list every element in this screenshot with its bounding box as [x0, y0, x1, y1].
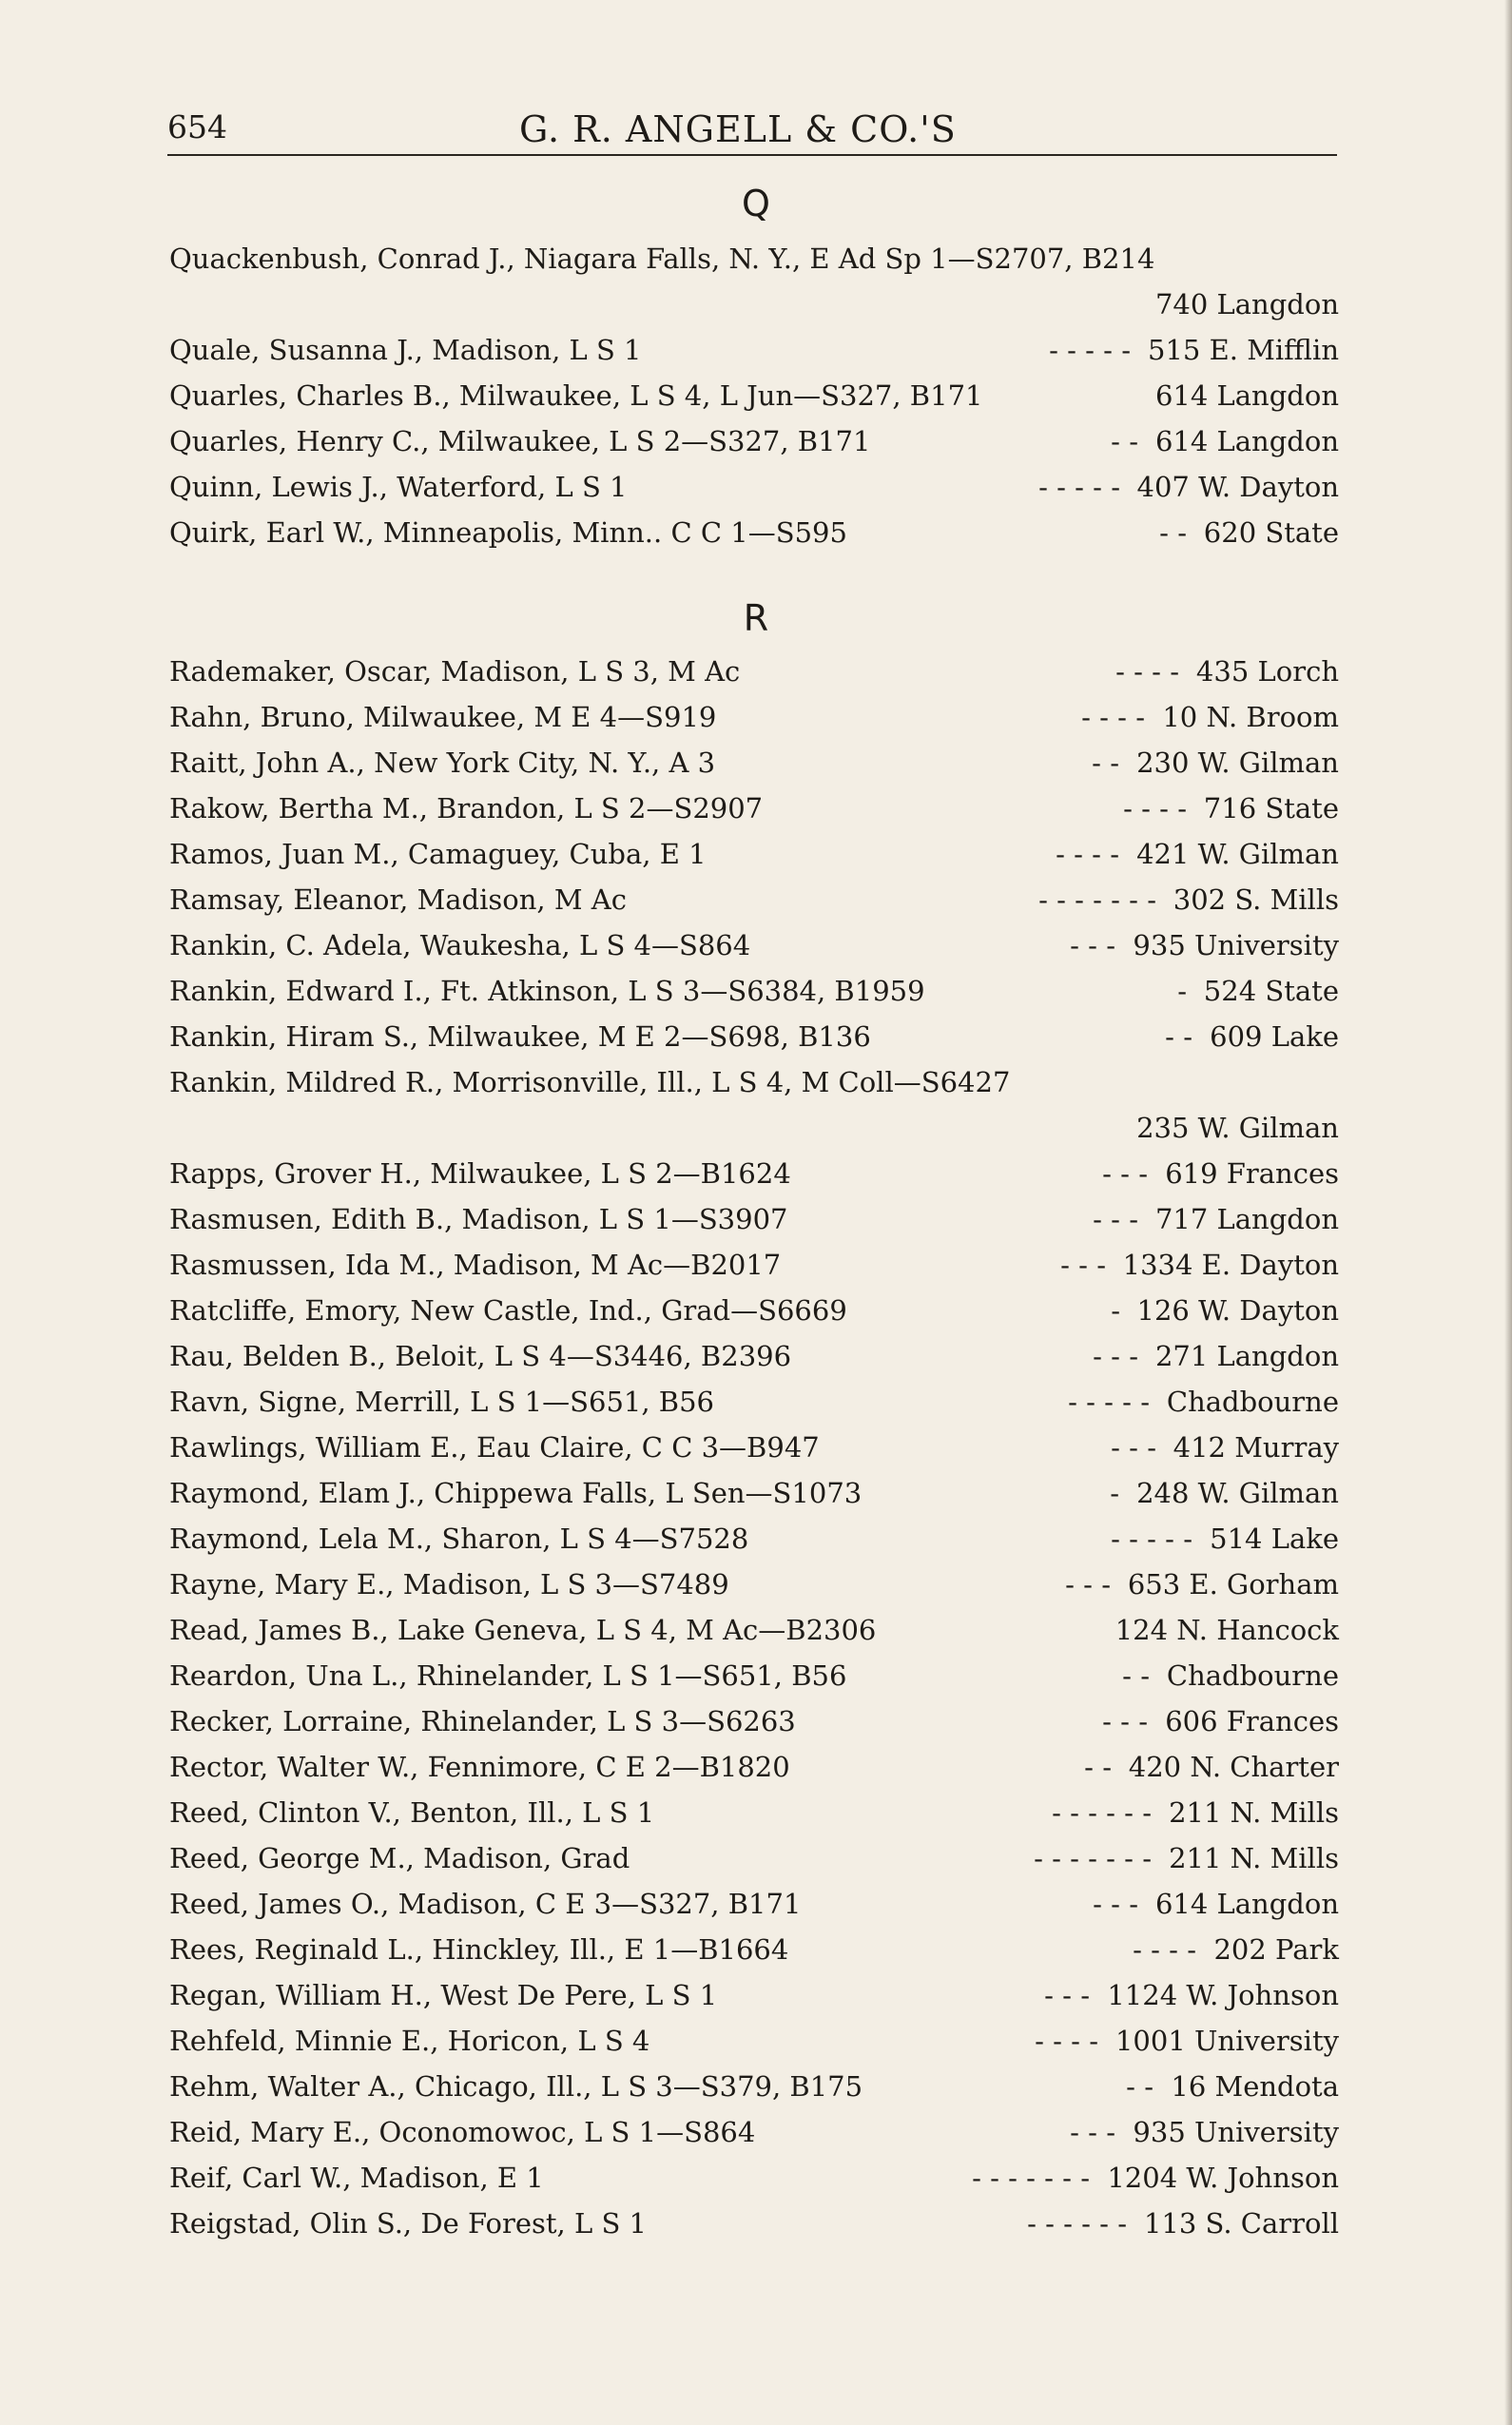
entry-address: 202 Park	[1213, 1933, 1339, 1966]
entry-address: 614 Langdon	[1154, 379, 1339, 412]
entry-leader-dashes: -	[1177, 975, 1187, 1007]
directory-entry	[169, 1291, 1339, 1329]
entry-leader-dashes: - - -	[1093, 1340, 1138, 1372]
entry-address: 302 S. Mills	[1173, 883, 1339, 916]
entry-leader-dashes: - - - - - - -	[1034, 1842, 1152, 1874]
directory-entry	[169, 1018, 1339, 1056]
directory-entry-continuation	[169, 1109, 1339, 1147]
entry-text: Quackenbush, Conrad J., Niagara Falls, N. Y., E Ad Sp 1—S2707, B214	[169, 242, 1155, 275]
entry-address: 124 N. Hancock	[1115, 1614, 1339, 1646]
entry-address: 609 Lake	[1210, 1020, 1339, 1053]
entry-address: 935 University	[1133, 2116, 1339, 2148]
entry-text: Rasmussen, Ida M., Madison, M Ac—B2017	[169, 1249, 782, 1281]
entry-address: 435 Lorch	[1195, 655, 1339, 688]
directory-entry	[169, 1474, 1339, 1512]
entry-text: Rakow, Bertha M., Brandon, L S 2—S2907	[169, 792, 764, 824]
entry-text: Ratcliffe, Emory, New Castle, Ind., Grad—S6669	[169, 1294, 847, 1327]
entry-leader-dashes: - -	[1122, 1659, 1150, 1692]
directory-entry	[169, 1200, 1339, 1238]
entry-text: Recker, Lorraine, Rhinelander, L S 3—S6263	[169, 1705, 796, 1737]
entry-leader-dashes: - - -	[1102, 1705, 1148, 1737]
entry-leader-dashes: - - - -	[1035, 2025, 1098, 2057]
directory-entry	[169, 377, 1339, 415]
entry-leader-dashes: - - - -	[1056, 838, 1119, 870]
entry-address: 113 S. Carroll	[1143, 2207, 1339, 2240]
entry-leader-dashes: - - - - -	[1049, 334, 1131, 366]
directory-entry	[169, 835, 1339, 873]
directory-entry	[169, 2204, 1339, 2242]
entry-address: 230 W. Gilman	[1136, 747, 1339, 779]
directory-entry	[169, 1702, 1339, 1740]
entry-address: 16 Mendota	[1171, 2070, 1339, 2103]
directory-entry	[169, 1885, 1339, 1923]
entry-address: 614 Langdon	[1154, 425, 1339, 457]
entry-address: 717 Langdon	[1154, 1203, 1339, 1235]
section-letter-q: Q	[742, 183, 770, 224]
entry-address: 620 State	[1203, 516, 1339, 549]
entry-address: 740 Langdon	[1154, 288, 1339, 320]
entry-leader-dashes: - - - - - -	[1027, 2207, 1127, 2240]
directory-entry	[169, 881, 1339, 919]
entry-leader-dashes: - - - - -	[1111, 1523, 1192, 1555]
entry-leader-dashes: - -	[1092, 747, 1119, 779]
entry-leader-dashes: - - -	[1093, 1203, 1138, 1235]
directory-entry-continuation	[169, 285, 1339, 323]
entry-text: Reid, Mary E., Oconomowoc, L S 1—S864	[169, 2116, 756, 2148]
entry-text: Raitt, John A., New York City, N. Y., A 3	[169, 747, 716, 779]
entry-text: Rankin, C. Adela, Waukesha, L S 4—S864	[169, 929, 751, 961]
directory-entry	[169, 1657, 1339, 1695]
entry-text: Rector, Walter W., Fennimore, C E 2—B1820	[169, 1751, 790, 1783]
entry-text: Reed, Clinton V., Benton, Ill., L S 1	[169, 1796, 655, 1829]
directory-entry	[169, 926, 1339, 964]
directory-entry	[169, 1611, 1339, 1649]
entry-leader-dashes: - - -	[1111, 1431, 1156, 1464]
entry-leader-dashes: - - -	[1065, 1568, 1111, 1600]
entry-leader-dashes: - - - -	[1115, 655, 1179, 688]
directory-entry	[169, 1748, 1339, 1786]
entry-address: 235 W. Gilman	[1136, 1112, 1339, 1144]
entry-address: 211 N. Mills	[1169, 1796, 1339, 1829]
directory-entry	[169, 972, 1339, 1010]
entry-address: 653 E. Gorham	[1127, 1568, 1339, 1600]
directory-entry	[169, 468, 1339, 506]
entry-address: 524 State	[1203, 975, 1339, 1007]
directory-entry	[169, 1154, 1339, 1193]
directory-entry	[169, 1383, 1339, 1421]
entry-text: Rankin, Edward I., Ft. Atkinson, L S 3—S6384, B1959	[169, 975, 925, 1007]
entry-text: Rehm, Walter A., Chicago, Ill., L S 3—S379, B175	[169, 2070, 863, 2103]
directory-entry	[169, 1839, 1339, 1877]
entry-address: 515 E. Mifflin	[1148, 334, 1339, 366]
header-rule	[167, 154, 1337, 156]
directory-entry	[169, 422, 1339, 460]
directory-entry	[169, 1520, 1339, 1558]
entry-text: Rademaker, Oscar, Madison, L S 3, M Ac	[169, 655, 741, 688]
entry-leader-dashes: - - -	[1044, 1979, 1090, 2011]
entry-leader-dashes: - - -	[1060, 1249, 1106, 1281]
entry-address: 606 Frances	[1165, 1705, 1339, 1737]
entry-leader-dashes: - - - - -	[1068, 1386, 1150, 1418]
directory-entry	[169, 1565, 1339, 1603]
entry-leader-dashes: - - -	[1093, 1888, 1138, 1920]
entry-address: 619 Frances	[1165, 1157, 1339, 1190]
directory-entry	[169, 2022, 1339, 2060]
entry-leader-dashes: -	[1111, 1294, 1120, 1327]
entry-text: Quirk, Earl W., Minneapolis, Minn.. C C 1—S595	[169, 516, 847, 549]
entry-address: 1124 W. Johnson	[1107, 1979, 1339, 2011]
entry-text: Rees, Reginald L., Hinckley, Ill., E 1—B1664	[169, 1933, 789, 1966]
entry-address: 10 N. Broom	[1162, 701, 1339, 733]
entry-text: Raymond, Lela M., Sharon, L S 4—S7528	[169, 1523, 749, 1555]
entry-address: 421 W. Gilman	[1136, 838, 1339, 870]
entry-text: Rankin, Hiram S., Milwaukee, M E 2—S698, B136	[169, 1020, 871, 1053]
entry-address: 407 W. Dayton	[1136, 471, 1339, 503]
directory-entry	[169, 331, 1339, 369]
entry-text: Rapps, Grover H., Milwaukee, L S 2—B1624	[169, 1157, 791, 1190]
page-edge-shadow	[1504, 0, 1512, 2425]
entry-address: 614 Langdon	[1154, 1888, 1339, 1920]
entry-address: Chadbourne	[1166, 1386, 1339, 1418]
entry-text: Reardon, Una L., Rhinelander, L S 1—S651, B56	[169, 1659, 847, 1692]
entry-text: Rehfeld, Minnie E., Horicon, L S 4	[169, 2025, 650, 2057]
entry-leader-dashes: - -	[1111, 425, 1138, 457]
entry-leader-dashes: - -	[1159, 516, 1187, 549]
directory-entry	[169, 1976, 1339, 2014]
entry-address: 211 N. Mills	[1169, 1842, 1339, 1874]
entry-text: Quarles, Henry C., Milwaukee, L S 2—S327, B171	[169, 425, 871, 457]
page-number: 654	[167, 108, 227, 146]
entry-text: Rankin, Mildred R., Morrisonville, Ill., L S 4, M Coll—S6427	[169, 1066, 1011, 1098]
entry-address: 126 W. Dayton	[1136, 1294, 1339, 1327]
entry-text: Ramsay, Eleanor, Madison, M Ac	[169, 883, 627, 916]
entry-leader-dashes: - - -	[1102, 1157, 1148, 1190]
running-head	[167, 91, 1337, 150]
entry-text: Reed, George M., Madison, Grad	[169, 1842, 630, 1874]
page-title: G. R. ANGELL & CO.'S	[519, 108, 957, 150]
directory-entry	[169, 789, 1339, 827]
directory-entry	[169, 240, 1339, 278]
entry-address: 935 University	[1133, 929, 1339, 961]
directory-entry	[169, 744, 1339, 782]
entry-text: Ravn, Signe, Merrill, L S 1—S651, B56	[169, 1386, 714, 1418]
directory-entry	[169, 514, 1339, 552]
entry-text: Rahn, Bruno, Milwaukee, M E 4—S919	[169, 701, 717, 733]
entry-text: Rayne, Mary E., Madison, L S 3—S7489	[169, 1568, 729, 1600]
entry-leader-dashes: - - - - - - -	[1038, 883, 1156, 916]
directory-entry	[169, 698, 1339, 736]
entry-text: Read, James B., Lake Geneva, L S 4, M Ac—B2306	[169, 1614, 877, 1646]
entry-address: 514 Lake	[1210, 1523, 1339, 1555]
entry-text: Raymond, Elam J., Chippewa Falls, L Sen—S1073	[169, 1477, 863, 1509]
entry-leader-dashes: - - - - -	[1038, 471, 1120, 503]
entry-leader-dashes: - - - -	[1123, 792, 1187, 824]
entry-text: Regan, William H., West De Pere, L S 1	[169, 1979, 718, 2011]
directory-entry	[169, 1337, 1339, 1375]
entry-leader-dashes: - - - -	[1081, 701, 1145, 733]
directory-entry	[169, 2113, 1339, 2151]
entry-text: Rasmusen, Edith B., Madison, L S 1—S3907	[169, 1203, 788, 1235]
entry-text: Quale, Susanna J., Madison, L S 1	[169, 334, 642, 366]
entry-text: Quarles, Charles B., Milwaukee, L S 4, L Jun—S327, B171	[169, 379, 983, 412]
section-letter-r: R	[743, 597, 769, 639]
entry-text: Rau, Belden B., Beloit, L S 4—S3446, B2396	[169, 1340, 792, 1372]
entry-address: 1334 E. Dayton	[1122, 1249, 1339, 1281]
entry-address: 412 Murray	[1173, 1431, 1339, 1464]
entry-text: Rawlings, William E., Eau Claire, C C 3—B947	[169, 1431, 820, 1464]
entry-leader-dashes: - - -	[1070, 2116, 1115, 2148]
directory-entry	[169, 1930, 1339, 1969]
entry-leader-dashes: - - - - - - -	[972, 2162, 1090, 2194]
entry-leader-dashes: - - - -	[1133, 1933, 1196, 1966]
directory-entry	[169, 652, 1339, 690]
entry-text: Reif, Carl W., Madison, E 1	[169, 2162, 544, 2194]
entry-address: 271 Langdon	[1154, 1340, 1339, 1372]
entry-address: 716 State	[1203, 792, 1339, 824]
entry-leader-dashes: - -	[1126, 2070, 1153, 2103]
entry-address: 248 W. Gilman	[1136, 1477, 1339, 1509]
entry-leader-dashes: - - - - - -	[1052, 1796, 1152, 1829]
entry-leader-dashes: - -	[1165, 1020, 1192, 1053]
directory-entry	[169, 1428, 1339, 1466]
entry-address: 1204 W. Johnson	[1107, 2162, 1339, 2194]
directory-entry	[169, 1063, 1339, 1101]
entry-address: Chadbourne	[1166, 1659, 1339, 1692]
entry-leader-dashes: -	[1110, 1477, 1119, 1509]
entry-leader-dashes: - -	[1084, 1751, 1112, 1783]
entry-text: Ramos, Juan M., Camaguey, Cuba, E 1	[169, 838, 707, 870]
directory-entry	[169, 1794, 1339, 1832]
entry-address: 420 N. Charter	[1128, 1751, 1339, 1783]
directory-entry	[169, 2159, 1339, 2197]
entry-address: 1001 University	[1115, 2025, 1339, 2057]
directory-entry	[169, 2067, 1339, 2105]
entry-leader-dashes: - - -	[1070, 929, 1115, 961]
entry-text: Reed, James O., Madison, C E 3—S327, B171	[169, 1888, 802, 1920]
directory-entry	[169, 1246, 1339, 1284]
entry-text: Quinn, Lewis J., Waterford, L S 1	[169, 471, 628, 503]
entry-text: Reigstad, Olin S., De Forest, L S 1	[169, 2207, 648, 2240]
